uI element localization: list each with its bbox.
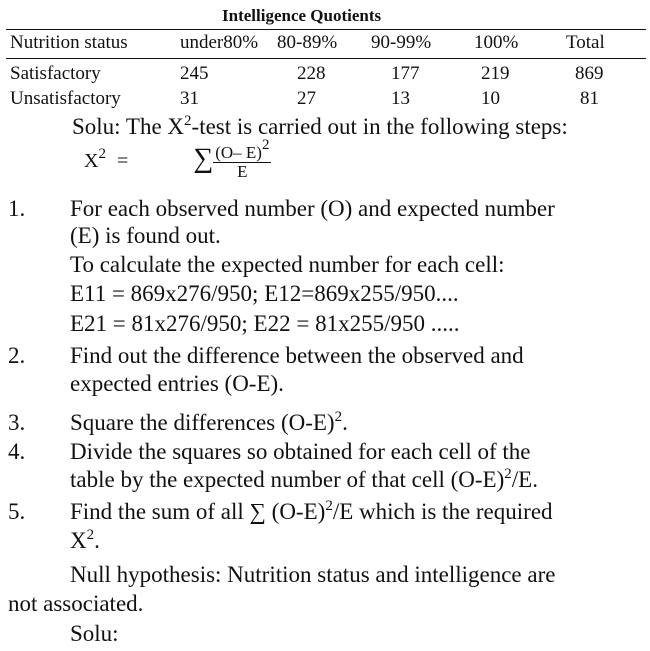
solution-label: Solu: bbox=[70, 621, 119, 646]
table-cell: 13 bbox=[391, 88, 410, 109]
step5-line: Find the sum of all ∑ $(O-E)^2/E$ which is the required bbox=[70, 498, 553, 524]
null-hypothesis-line: Null hypothesis: Nutrition status and intelligence are bbox=[70, 562, 556, 587]
step1-line: (E) is found out. bbox=[70, 223, 221, 248]
step-number: 3. bbox=[8, 410, 26, 435]
step4-line: table by the expected number of that cell $(O-E)^2/E$. bbox=[70, 466, 538, 492]
chi-square-formula: $X^2$ = ∑ $\frac{(O- E)^2}{E}$ bbox=[84, 136, 270, 181]
header-100: 100% bbox=[474, 32, 519, 53]
header-80-89: 80-89% bbox=[277, 32, 338, 53]
table-cell: 219 bbox=[481, 63, 510, 84]
header-under80: under80% bbox=[180, 32, 259, 53]
sigma-symbol: ∑ bbox=[193, 143, 214, 174]
null-hypothesis-line: not associated. bbox=[8, 591, 144, 616]
solution-intro: Solu: The $X^2$-test is carried out in the following steps: bbox=[72, 113, 568, 139]
table-cell: 27 bbox=[297, 88, 316, 109]
step2-line: Find out the difference between the observed and bbox=[70, 343, 524, 368]
table-caption: Intelligence Quotients bbox=[222, 6, 382, 25]
step-number: 1. bbox=[8, 196, 26, 221]
table-top-rule bbox=[6, 29, 646, 30]
step5-line: $X^2$. bbox=[70, 527, 100, 553]
table-cell: 228 bbox=[297, 63, 326, 84]
step-number: 5. bbox=[8, 499, 26, 524]
step-number: 4. bbox=[8, 439, 26, 464]
header-90-99: 90-99% bbox=[371, 32, 432, 53]
table-cell: 10 bbox=[481, 88, 500, 109]
table-cell: 245 bbox=[180, 63, 209, 84]
step4-line: Divide the squares so obtained for each cell of the bbox=[70, 439, 531, 464]
step-number: 2. bbox=[8, 343, 26, 368]
row-label: Satisfactory bbox=[10, 63, 101, 84]
table-header-rule bbox=[6, 58, 646, 59]
table-cell: 31 bbox=[180, 88, 199, 109]
step2-line: expected entries (O-E). bbox=[70, 371, 284, 396]
step1-line: For each observed number (O) and expected number bbox=[70, 196, 555, 221]
table-cell: 81 bbox=[580, 88, 599, 109]
header-nutrition-status: Nutrition status bbox=[10, 32, 128, 53]
formula-fraction: $\frac{(O- E)^2}{E}$ bbox=[215, 136, 270, 181]
row-label: Unsatisfactory bbox=[10, 88, 121, 109]
step1-line: E21 = 81x276/950; E22 = 81x255/950 ..... bbox=[70, 311, 460, 336]
formula-lhs: $X^2$ bbox=[84, 146, 106, 172]
table-cell: 177 bbox=[391, 63, 420, 84]
step1-line: E11 = 869x276/950; E12=869x255/950.... bbox=[70, 281, 459, 306]
step1-line: To calculate the expected number for each cell: bbox=[70, 252, 505, 277]
table-cell: 869 bbox=[575, 63, 604, 84]
header-total: Total bbox=[566, 32, 605, 53]
step3-line: Square the differences $(O-E)^2$. bbox=[70, 409, 348, 435]
